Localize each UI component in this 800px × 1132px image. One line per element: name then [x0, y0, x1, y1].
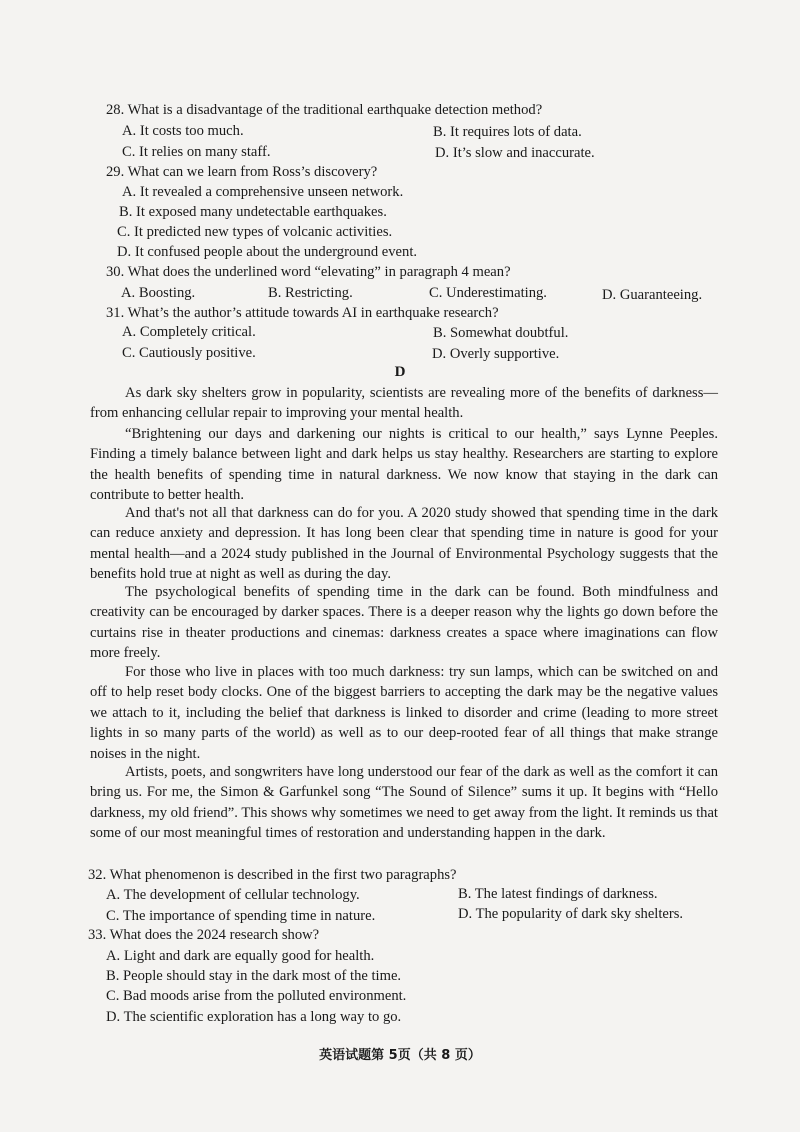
question-28-option-a: A. It costs too much.: [122, 123, 244, 139]
passage-paragraph-5: For those who live in places with too much darkness: try sun lamps, which can be switched on and off to help reset body clocks. One of the biggest barriers to accepting the dark may be the negative values we attach to it, including the belief that darkness is linked to disorder and crime (leading to more street lights in so many parts of the world) as well as to our deep-rooted fear of all things that make strange noises in the night.: [90, 664, 718, 762]
question-32-option-d: D. The popularity of dark sky shelters.: [458, 906, 684, 922]
question-33-option-d: D. The scientific exploration has a long way to go.: [106, 1009, 402, 1025]
question-31-option-b: B. Somewhat doubtful.: [433, 325, 569, 341]
question-28-stem: 28. What is a disadvantage of the traditional earthquake detection method?: [106, 102, 543, 118]
passage-paragraph-3: And that's not all that darkness can do for you. A 2020 study showed that spending time in the dark can reduce anxiety and depression. It has long been clear that spending time in nature is good for your mental health—and a 2024 study published in the Journal of Environmental Psychology suggests that the benefits hold true at night as well as during the day.: [90, 505, 718, 583]
question-28-option-b: B. It requires lots of data.: [433, 124, 582, 140]
passage-paragraph-2: “Brightening our days and darkening our nights is critical to our health,” says Lynne Peeples. Finding a timely balance between light and dark helps us stay healthy. Researchers are starting to explore the health benefits of spending time in natural darkness. We now know that staying in the dark can contribute to better health.: [90, 426, 718, 504]
question-33-stem: 33. What does the 2024 research show?: [88, 927, 320, 943]
question-29-option-b: B. It exposed many undetectable earthquakes.: [119, 204, 387, 220]
question-29-stem: 29. What can we learn from Ross’s discovery?: [106, 164, 378, 180]
question-30-option-b: B. Restricting.: [268, 285, 353, 301]
passage-paragraph-1: As dark sky shelters grow in popularity, scientists are revealing more of the benefits of darkness—from enhancing cellular repair to improving your mental health.: [90, 385, 718, 422]
passage-paragraph-6: Artists, poets, and songwriters have long understood our fear of the dark as well as the comfort it can bring us. For me, the Simon & Garfunkel song “The Sound of Silence” sums it up. It begins with “Hello darkness, my old friend”. This shows why sometimes we need to get away from the light. It reminds us that some of our most meaningful times of restoration and understanding happen in the dark.: [90, 764, 718, 842]
question-28-option-c: C. It relies on many staff.: [122, 144, 271, 160]
question-32-option-b: B. The latest findings of darkness.: [458, 886, 658, 902]
question-32-stem: 32. What phenomenon is described in the first two paragraphs?: [88, 867, 457, 883]
question-31-option-c: C. Cautiously positive.: [122, 345, 256, 361]
section-heading: D: [394, 364, 406, 380]
question-32-option-c: C. The importance of spending time in nature.: [106, 908, 376, 924]
question-28-option-d: D. It’s slow and inaccurate.: [435, 145, 595, 161]
question-29-option-c: C. It predicted new types of volcanic activities.: [117, 224, 393, 240]
question-30-option-c: C. Underestimating.: [429, 285, 547, 301]
question-29-option-d: D. It confused people about the underground event.: [117, 244, 418, 260]
question-30-option-a: A. Boosting.: [121, 285, 196, 301]
question-31-option-a: A. Completely critical.: [122, 324, 256, 340]
question-32-option-a: A. The development of cellular technology.: [106, 887, 360, 903]
question-30-stem: 30. What does the underlined word “elevating” in paragraph 4 mean?: [106, 264, 511, 280]
page-number-footer: 英语试题第 5页（共 8 页）: [319, 1048, 481, 1063]
question-29-option-a: A. It revealed a comprehensive unseen network.: [122, 184, 404, 200]
passage-paragraph-4: The psychological benefits of spending time in the dark can be found. Both mindfulness and creativity can be encouraged by darker spaces. There is a deeper reason why the lights go down before the curtains rise in theater productions and cinemas: darkness creates a space where imaginations can flow more freely.: [90, 584, 718, 662]
question-33-option-c: C. Bad moods arise from the polluted environment.: [106, 988, 407, 1004]
question-30-option-d: D. Guaranteeing.: [602, 287, 703, 303]
question-33-option-a: A. Light and dark are equally good for health.: [106, 948, 375, 964]
question-33-option-b: B. People should stay in the dark most of the time.: [106, 968, 402, 984]
question-31-stem: 31. What’s the author’s attitude towards AI in earthquake research?: [106, 305, 499, 321]
question-31-option-d: D. Overly supportive.: [432, 346, 560, 362]
